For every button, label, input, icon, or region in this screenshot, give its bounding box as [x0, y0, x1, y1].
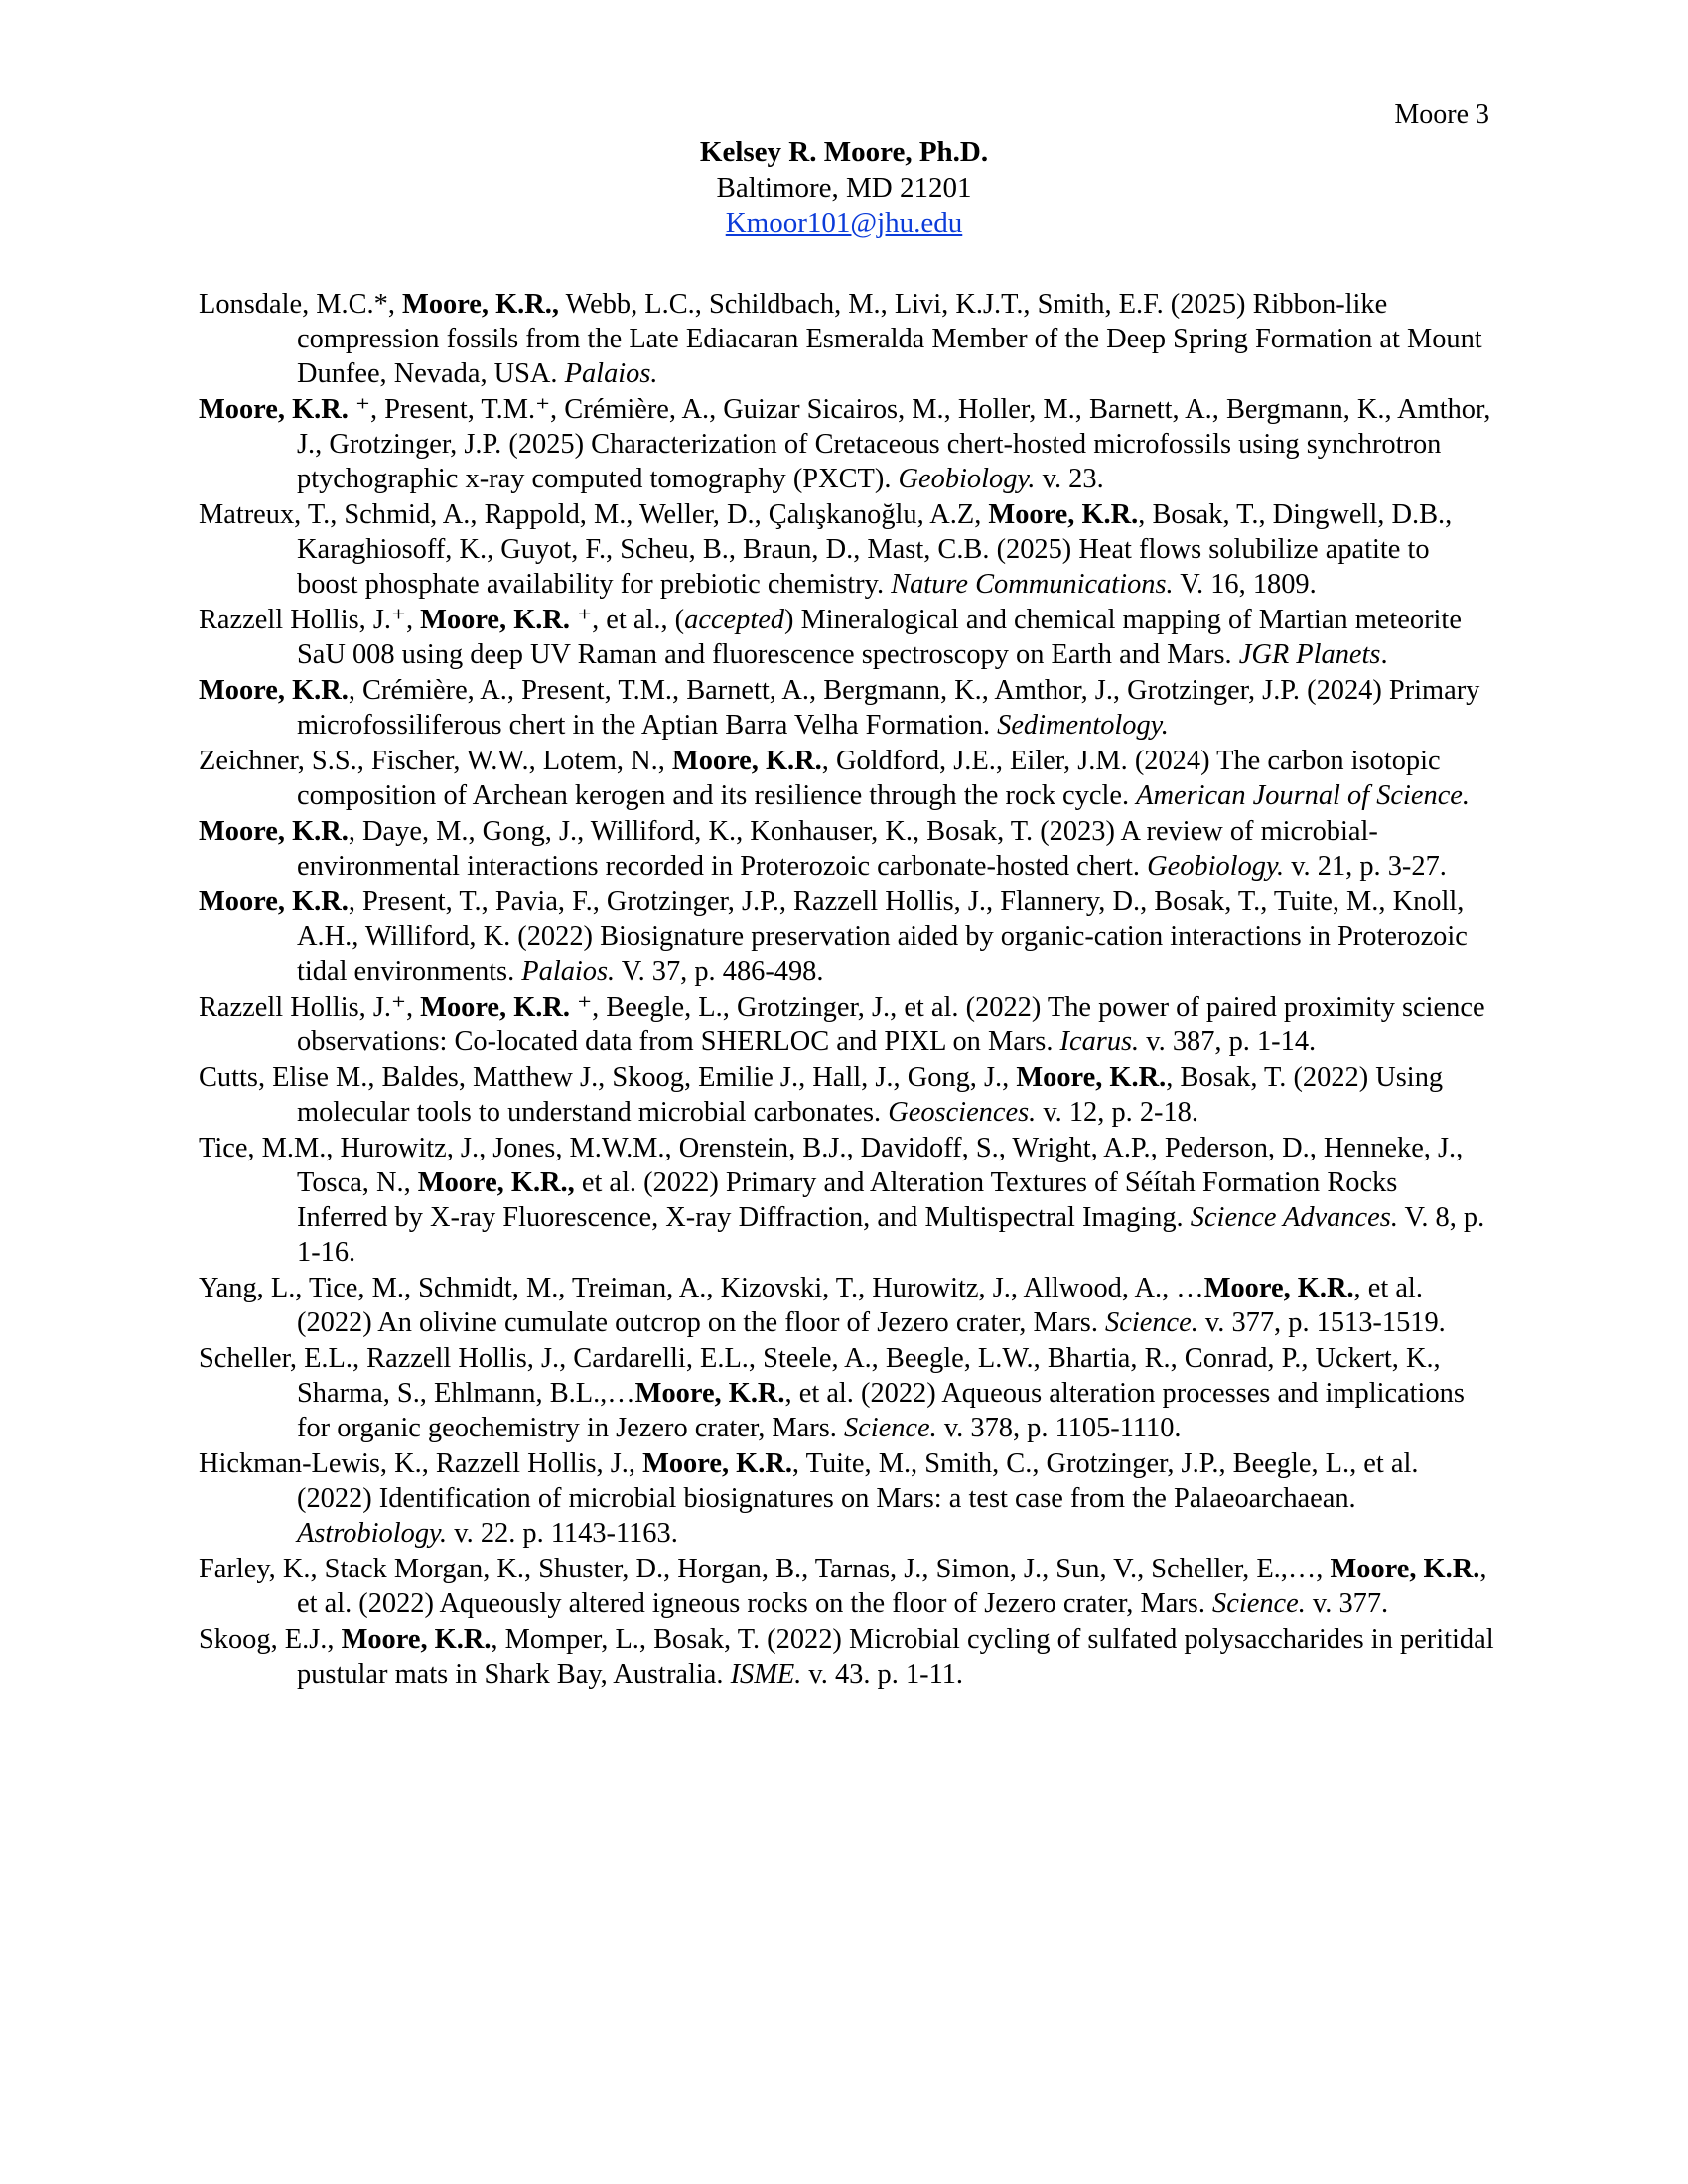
- reference-text: ) Mineralogical and chemical mapping of Martian meteorite SaU 008 using deep UV Raman and fluorescence spectroscopy on Earth and Mars.: [297, 605, 1462, 670]
- reference-text: Scheller, E.L., Razzell Hollis, J., Cardarelli, E.L., Steele, A., Beegle, L.W., Bhartia, R., Conrad, P., Uckert, K., Sharma, S., Ehlmann, B.L.,…: [199, 1343, 1441, 1409]
- reference-text: Farley, K., Stack Morgan, K., Shuster, D., Horgan, B., Tarnas, J., Simon, J., Sun, V., Scheller, E.,…,: [199, 1554, 1331, 1584]
- reference-entry: [199, 1622, 1494, 1692]
- reference-text: v. 22. p. 1143-1163.: [447, 1518, 678, 1549]
- reference-text: Skoog, E.J.,: [199, 1624, 342, 1655]
- reference-text: , Bosak, T., Dingwell, D.B., Karaghiosoff, K., Guyot, F., Scheu, B., Braun, D., Mast, C.B. (2025) Heat flows solubilize apatite to boost phosphate availability for prebiotic chemistry.: [297, 499, 1453, 600]
- author-highlight: Moore, K.R.: [671, 746, 822, 776]
- reference-text: Yang, L., Tice, M., Schmidt, M., Treiman, A., Kizovski, T., Hurowitz, J., Allwood, A., …: [199, 1273, 1204, 1303]
- reference-entry: [199, 1131, 1494, 1270]
- reference-text: ⁺, et al., (: [570, 605, 685, 635]
- reference-text: , Goldford, J.E., Eiler, J.M. (2024) The carbon isotopic composition of Archean kerogen and its resilience through the rock cycle.: [297, 746, 1441, 811]
- author-highlight: Moore, K.R.: [199, 887, 349, 917]
- journal-name: Icarus.: [1059, 1026, 1140, 1057]
- cv-header: [0, 134, 1688, 241]
- reference-text: v. 21, p. 3-27.: [1284, 851, 1447, 882]
- journal-name: Nature Communications.: [891, 569, 1174, 600]
- author-highlight: Moore, K.R.: [1330, 1554, 1480, 1584]
- journal-name: Astrobiology.: [297, 1518, 448, 1549]
- reference-text: Webb, L.C., Schildbach, M., Livi, K.J.T., Smith, E.F. (2025) Ribbon-like compression fossils from the Late Ediacaran Esmeralda Member of the Deep Spring Formation at Mount Dunfee, Nevada, USA.: [297, 289, 1482, 389]
- reference-text: , Present, T., Pavia, F., Grotzinger, J.P., Razzell Hollis, J., Flannery, D., Bosak, T., Tuite, M., Knoll, A.H., Williford, K. (2022) Biosignature preservation aided by organic-cation interactions in Proterozoic tidal environments.: [297, 887, 1468, 987]
- author-highlight: Moore, K.R.: [420, 605, 571, 635]
- reference-text: ⁺, Present, T.M.⁺, Crémière, A., Guizar Sicairos, M., Holler, M., Barnett, A., Bergmann, K., Amthor, J., Grotzinger, J.P. (2025) Characterization of Cretaceous chert-hosted microfossils using synchrotron ptychographic x-ray computed tomography (PXCT).: [297, 394, 1491, 494]
- journal-name: Palaios.: [521, 956, 616, 987]
- author-location: Baltimore, MD 21201: [716, 172, 972, 204]
- reference-entry: [199, 814, 1494, 884]
- reference-entry: [199, 990, 1494, 1059]
- reference-entry: [199, 1271, 1494, 1340]
- reference-text: v. 377.: [1305, 1588, 1389, 1619]
- reference-text: Hickman-Lewis, K., Razzell Hollis, J.,: [199, 1448, 643, 1479]
- journal-name: Sedimentology.: [997, 710, 1169, 741]
- journal-name: Geosciences.: [888, 1097, 1037, 1128]
- reference-text: v. 23.: [1035, 464, 1104, 494]
- reference-text: , Momper, L., Bosak, T. (2022) Microbial cycling of sulfated polysaccharides in peritidal pustular mats in Shark Bay, Australia.: [297, 1624, 1494, 1690]
- reference-text: Cutts, Elise M., Baldes, Matthew J., Skoog, Emilie J., Hall, J., Gong, J.,: [199, 1062, 1017, 1093]
- reference-entry: [199, 392, 1494, 496]
- reference-text: Lonsdale, M.C.*,: [199, 289, 403, 320]
- reference-entry: [199, 1341, 1494, 1445]
- reference-entry: [199, 1060, 1494, 1130]
- reference-text: ⁺, Beegle, L., Grotzinger, J., et al. (2022) The power of paired proximity science observations: Co-located data from SHERLOC and PIXL on Mars.: [297, 992, 1485, 1057]
- journal-name: Palaios.: [564, 358, 658, 389]
- reference-text: , Crémière, A., Present, T.M., Barnett, A., Bergmann, K., Amthor, J., Grotzinger, J.P. (2024) Primary microfossiliferous chert in the Aptian Barra Velha Formation.: [297, 675, 1480, 741]
- reference-text: v. 43. p. 1-11.: [801, 1659, 964, 1690]
- reference-text: V. 37, p. 486-498.: [615, 956, 824, 987]
- reference-text: v. 377, p. 1513-1519.: [1197, 1307, 1446, 1338]
- reference-text: Zeichner, S.S., Fischer, W.W., Lotem, N.,: [199, 746, 672, 776]
- reference-entry: [199, 885, 1494, 989]
- reference-entry: [199, 1552, 1494, 1621]
- reference-text: v. 378, p. 1105-1110.: [936, 1413, 1182, 1443]
- journal-name: Geobiology.: [898, 464, 1036, 494]
- reference-text: Razzell Hollis, J.⁺,: [199, 605, 421, 635]
- author-highlight: Moore, K.R.: [199, 675, 349, 706]
- reference-text: et al. (2022) Primary and Alteration Textures of Séítah Formation Rocks Inferred by X-ray Fluorescence, X-ray Diffraction, and Multispectral Imaging.: [297, 1167, 1398, 1233]
- reference-text: Tice, M.M., Hurowitz, J., Jones, M.W.M., Orenstein, B.J., Davidoff, S., Wright, A.P., Pederson, D., Henneke, J., Tosca, N.,: [199, 1133, 1464, 1198]
- reference-text: , et al. (2022) Aqueous alteration processes and implications for organic geochemistry in Jezero crater, Mars.: [297, 1378, 1465, 1443]
- author-highlight: Moore, K.R.: [199, 816, 349, 847]
- journal-name: Science Advances.: [1190, 1202, 1398, 1233]
- author-highlight: Moore, K.R.,: [417, 1167, 575, 1198]
- author-highlight: Moore, K.R.: [420, 992, 571, 1023]
- reference-text: V. 16, 1809.: [1173, 569, 1317, 600]
- reference-text: V. 8, p. 1-16.: [297, 1202, 1485, 1268]
- reference-text: Razzell Hollis, J.⁺,: [199, 992, 421, 1023]
- author-highlight: Moore, K.R.: [199, 394, 349, 425]
- reference-entry: [199, 673, 1494, 743]
- publication-list: [199, 287, 1494, 1693]
- reference-text: Matreux, T., Schmid, A., Rappold, M., Weller, D., Çalışkanoğlu, A.Z,: [199, 499, 989, 530]
- author-highlight: Moore, K.R.: [1016, 1062, 1167, 1093]
- reference-text: v. 12, p. 2-18.: [1036, 1097, 1198, 1128]
- journal-name: ISME.: [730, 1659, 802, 1690]
- journal-name: Science.: [1105, 1307, 1198, 1338]
- page-number: Moore 3: [1394, 99, 1489, 130]
- author-highlight: Moore, K.R.,: [402, 289, 559, 320]
- reference-text: , et al. (2022) An olivine cumulate outcrop on the floor of Jezero crater, Mars.: [297, 1273, 1423, 1338]
- author-highlight: Moore, K.R.: [642, 1448, 792, 1479]
- author-highlight: Moore, K.R.: [634, 1378, 785, 1409]
- reference-entry: [199, 497, 1494, 602]
- reference-entry: [199, 287, 1494, 391]
- reference-entry: [199, 603, 1494, 672]
- journal-name: accepted: [684, 605, 785, 635]
- journal-name: JGR Planets: [1238, 639, 1381, 670]
- author-highlight: Moore, K.R.: [988, 499, 1139, 530]
- reference-text: , et al. (2022) Aqueously altered igneous rocks on the floor of Jezero crater, Mars.: [297, 1554, 1487, 1619]
- reference-text: .: [1380, 639, 1388, 670]
- reference-text: , Tuite, M., Smith, C., Grotzinger, J.P., Beegle, L., et al. (2022) Identification of microbial biosignatures on Mars: a test case from the Palaeoarchaean.: [297, 1448, 1419, 1514]
- journal-name: Science.: [843, 1413, 937, 1443]
- reference-entry: [199, 1446, 1494, 1551]
- reference-text: , Daye, M., Gong, J., Williford, K., Konhauser, K., Bosak, T. (2023) A review of microbial-environmental interactions recorded in Proterozoic carbonate-hosted chert.: [297, 816, 1378, 882]
- author-name: Kelsey R. Moore, Ph.D.: [699, 136, 989, 168]
- reference-text: v. 387, p. 1-14.: [1139, 1026, 1317, 1057]
- email-link[interactable]: Kmoor101@jhu.edu: [725, 207, 963, 239]
- author-highlight: Moore, K.R.: [1203, 1273, 1354, 1303]
- reference-entry: [199, 744, 1494, 813]
- reference-text: , Bosak, T. (2022) Using molecular tools to understand microbial carbonates.: [297, 1062, 1444, 1128]
- journal-name: American Journal of Science.: [1136, 780, 1470, 811]
- journal-name: Science.: [1212, 1588, 1306, 1619]
- journal-name: Geobiology.: [1147, 851, 1285, 882]
- author-highlight: Moore, K.R.: [341, 1624, 492, 1655]
